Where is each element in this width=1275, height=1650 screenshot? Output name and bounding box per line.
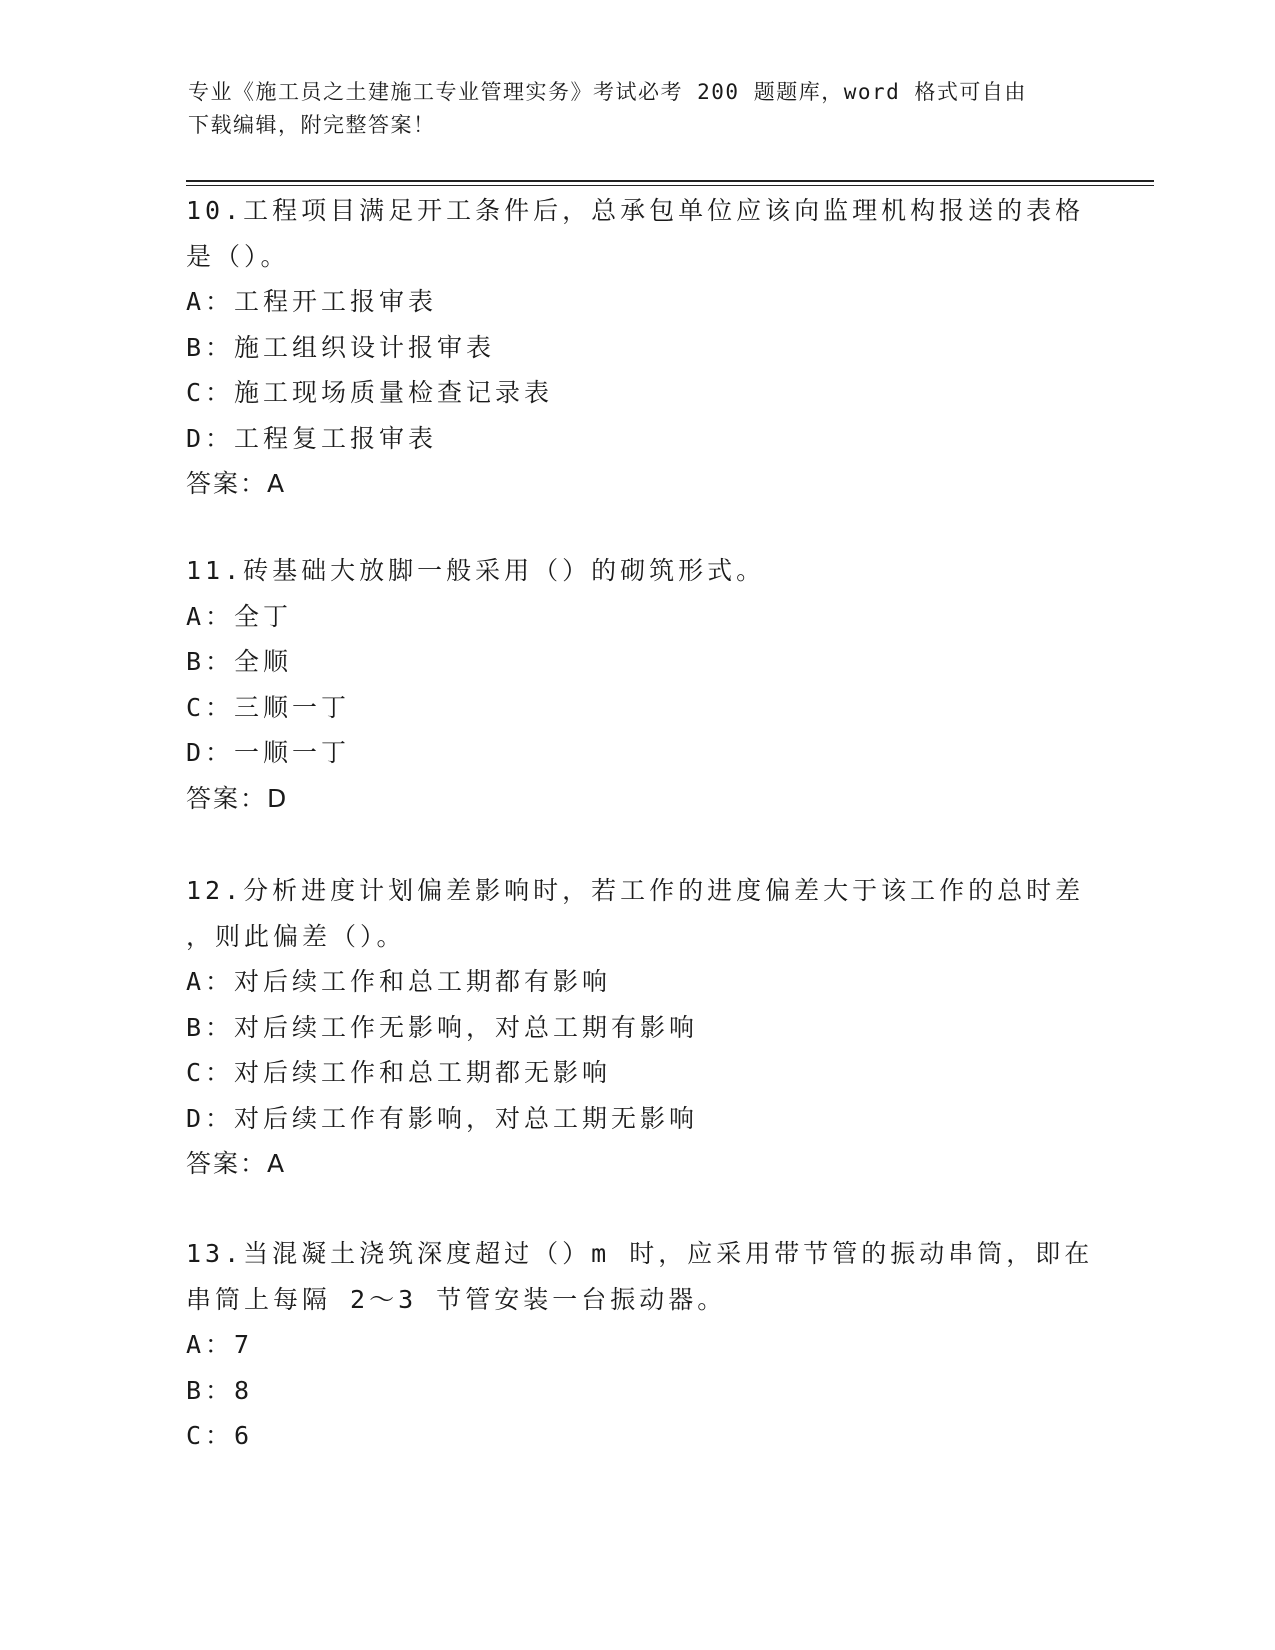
header-divider-thick xyxy=(186,180,1154,182)
question-stem-continued: ，则此偏差（）。 xyxy=(186,921,406,951)
question-stem: 10.工程项目满足开工条件后，总承包单位应该向监理机构报送的表格 xyxy=(186,196,1085,225)
question-stem: 13.当混凝土浇筑深度超过（）m 时，应采用带节管的振动串筒，即在 xyxy=(186,1239,1094,1268)
question-13 xyxy=(186,1231,1094,1459)
option-a: A：全丁 xyxy=(186,601,293,631)
answer-line: 答案：A xyxy=(186,1149,287,1178)
option-c: C：三顺一丁 xyxy=(186,692,351,722)
header-line-2: 下载编辑，附完整答案！ xyxy=(188,113,436,137)
question-stem: 11.砖基础大放脚一般采用（）的砌筑形式。 xyxy=(186,556,766,585)
option-c: C：对后续工作和总工期都无影响 xyxy=(186,1058,612,1087)
question-stem-continued: 串筒上每隔 2～3 节管安装一台振动器。 xyxy=(186,1284,727,1314)
option-b: B：对后续工作无影响，对总工期有影响 xyxy=(186,1012,699,1042)
option-b: B：8 xyxy=(186,1375,254,1405)
option-c: C：6 xyxy=(186,1421,254,1450)
option-d: D：对后续工作有影响，对总工期无影响 xyxy=(186,1103,699,1133)
answer-line: 答案：D xyxy=(186,783,289,813)
option-b: B：全顺 xyxy=(186,647,293,676)
option-d: D：工程复工报审表 xyxy=(186,423,438,453)
option-a: A：对后续工作和总工期都有影响 xyxy=(186,967,612,996)
option-a: A：工程开工报审表 xyxy=(186,287,438,316)
option-b: B：施工组织设计报审表 xyxy=(186,332,496,362)
question-stem: 12.分析进度计划偏差影响时，若工作的进度偏差大于该工作的总时差 xyxy=(186,876,1085,905)
question-12 xyxy=(186,868,1086,1187)
document-header xyxy=(188,76,1068,142)
question-stem-continued: 是（）。 xyxy=(186,241,290,271)
header-divider-thin xyxy=(186,185,1154,186)
option-a: A：7 xyxy=(186,1330,254,1359)
question-10 xyxy=(186,188,1086,507)
option-d: D：一顺一丁 xyxy=(186,738,351,767)
answer-line: 答案：A xyxy=(186,469,287,498)
option-c: C：施工现场质量检查记录表 xyxy=(186,378,554,407)
header-line-1: 专业《施工员之土建施工专业管理实务》考试必考 200 题题库，word 格式可自由 xyxy=(188,80,1027,104)
question-11 xyxy=(186,548,1086,821)
